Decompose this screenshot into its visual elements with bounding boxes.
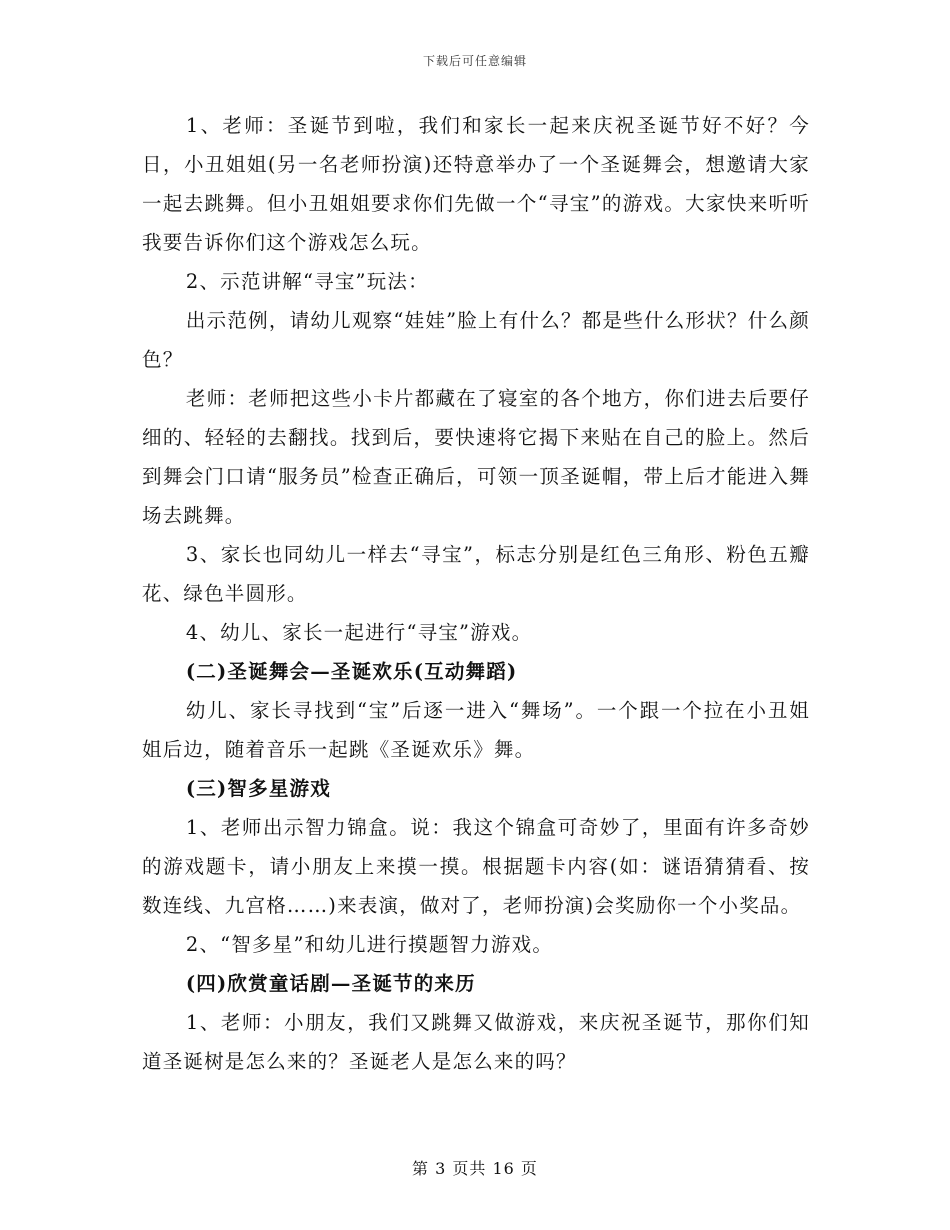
section-heading-2: (二)圣诞舞会—圣诞欢乐(互动舞蹈): [185, 660, 518, 683]
paragraph-6: 4、幼儿、家长一起进行“寻宝”游戏。: [185, 621, 533, 644]
page-footer: 第 3 页共 16 页: [412, 1159, 538, 1178]
paragraph-8: 1、老师出示智力锦盒。说：我这个锦盒可奇妙了，里面有许多奇妙的游戏题卡，请小朋友上来摸一摸。根据题卡内容(如：谜语猜猜看、按数连线、九宫格……)来表演，做对了，老师扮演)会奖励你一个小奖品。: [142, 816, 810, 917]
paragraph-3: 出示范例，请幼儿观察“娃娃”脸上有什么？都是些什么形状？什么颜色？: [142, 309, 810, 371]
document-body: [142, 106, 810, 1081]
paragraph-4: 老师：老师把这些小卡片都藏在了寝室的各个地方，你们进去后要仔细的、轻轻的去翻找。找到后，要快速将它揭下来贴在自己的脸上。然后到舞会门口请“服务员”检查正确后，可领一顶圣诞帽，带上后才能进入舞场去跳舞。: [142, 387, 810, 527]
section-heading-3: (三)智多星游戏: [185, 777, 331, 800]
page-header: 下载后可任意编辑: [422, 54, 527, 68]
section-heading-4: (四)欣赏童话剧—圣诞节的来历: [185, 972, 476, 995]
paragraph-10: 1、老师：小朋友，我们又跳舞又做游戏，来庆祝圣诞节，那你们知道圣诞树是怎么来的？圣诞老人是怎么来的吗？: [142, 1011, 810, 1073]
paragraph-5: 3、家长也同幼儿一样去“寻宝”，标志分别是红色三角形、粉色五瓣花、绿色半圆形。: [142, 543, 810, 605]
paragraph-2: 2、示范讲解“寻宝”玩法：: [185, 270, 429, 293]
paragraph-7: 幼儿、家长寻找到“宝”后逐一进入“舞场”。一个跟一个拉在小丑姐姐后边，随着音乐一起跳《圣诞欢乐》舞。: [142, 699, 810, 761]
paragraph-9: 2、“智多星”和幼儿进行摸题智力游戏。: [185, 933, 554, 956]
paragraph-1: 1、老师：圣诞节到啦，我们和家长一起来庆祝圣诞节好不好？今日，小丑姐姐(另一名老师扮演)还特意举办了一个圣诞舞会，想邀请大家一起去跳舞。但小丑姐姐要求你们先做一个“寻宝”的游戏。大家快来听听我要告诉你们这个游戏怎么玩。: [142, 114, 810, 254]
